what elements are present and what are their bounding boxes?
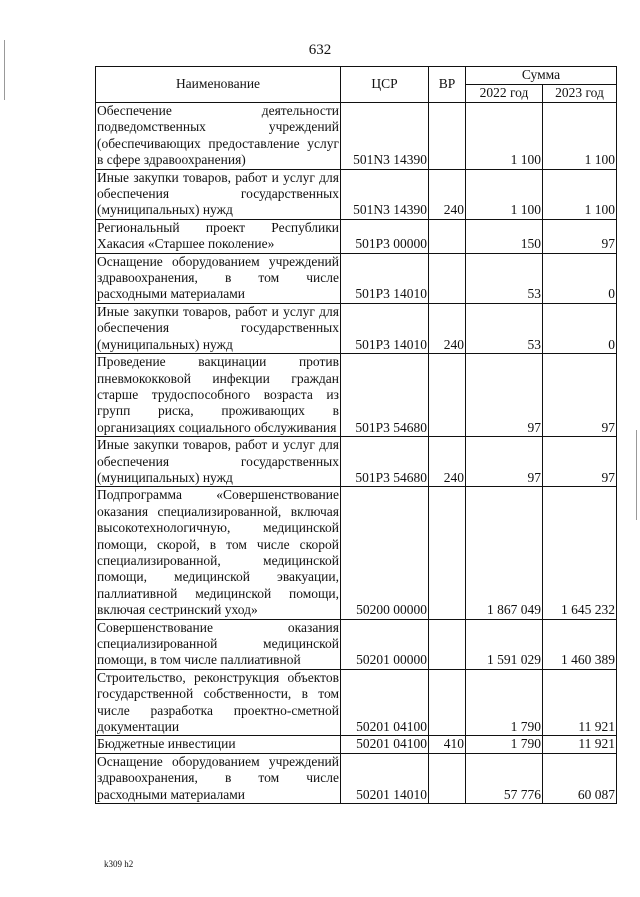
header-year-2022: 2022 год — [466, 85, 543, 103]
row-amount-2022: 1 790 — [466, 736, 543, 753]
row-name: Иные закупки товаров, работ и услуг для обеспечения государственных (муниципальных) нужд — [97, 169, 339, 218]
header-name: Наименование — [96, 67, 341, 103]
row-name: Строительство, реконструкция объектов государственной собственности, в том числе разработка проектно-сметной документации — [97, 669, 339, 735]
header-vr: ВР — [429, 67, 466, 103]
row-csr: 501P3 14010 — [341, 303, 429, 353]
row-amount-2023: 11 921 — [543, 669, 617, 736]
row-amount-2023: 1 645 232 — [543, 487, 617, 619]
row-amount-2022: 53 — [466, 253, 543, 303]
row-name: Иные закупки товаров, работ и услуг для обеспечения государственных (муниципальных) нужд — [97, 303, 339, 352]
row-amount-2023: 1 100 — [543, 103, 617, 170]
table-row — [96, 103, 617, 170]
row-amount-2022: 150 — [466, 219, 543, 253]
row-amount-2022: 1 790 — [466, 669, 543, 736]
row-name: Обеспечение деятельности подведомственных учреждений (обеспечивающих предоставление услуг в сфере здравоохранения) — [97, 103, 339, 168]
row-csr: 501P3 14010 — [341, 253, 429, 303]
row-vr — [429, 487, 466, 619]
row-vr — [429, 619, 466, 669]
footer-code: k309 h2 — [104, 859, 134, 869]
row-csr: 50201 04100 — [341, 736, 429, 753]
row-vr: 410 — [429, 736, 466, 753]
row-amount-2022: 57 776 — [466, 753, 543, 803]
row-amount-2022: 97 — [466, 437, 543, 487]
right-edge-mark — [636, 430, 637, 520]
row-csr: 501P3 54680 — [341, 354, 429, 437]
row-name: Оснащение оборудованием учреждений здравоохранения, в том числе расходными материалами — [97, 753, 339, 802]
row-amount-2023: 1 100 — [543, 169, 617, 219]
row-csr: 501P3 00000 — [341, 219, 429, 253]
table-row — [96, 619, 617, 669]
row-amount-2022: 97 — [466, 354, 543, 437]
table-row — [96, 169, 617, 219]
row-vr — [429, 253, 466, 303]
row-amount-2022: 1 867 049 — [466, 487, 543, 619]
page-number: 632 — [308, 42, 332, 58]
row-name: Оснащение оборудованием учреждений здравоохранения, в том числе расходными материалами — [97, 253, 339, 302]
row-vr: 240 — [429, 437, 466, 487]
table-row — [96, 487, 617, 619]
row-amount-2023: 97 — [543, 354, 617, 437]
row-name: Региональный проект Республики Хакасия «Старшее поколение» — [97, 219, 339, 252]
row-csr: 50201 14010 — [341, 753, 429, 803]
table-row — [96, 253, 617, 303]
row-amount-2023: 1 460 389 — [543, 619, 617, 669]
table-row — [96, 736, 617, 753]
table-row — [96, 669, 617, 736]
row-csr: 50201 04100 — [341, 669, 429, 736]
table-row — [96, 437, 617, 487]
row-amount-2023: 0 — [543, 253, 617, 303]
table-row — [96, 753, 617, 803]
row-amount-2023: 97 — [543, 219, 617, 253]
row-vr — [429, 753, 466, 803]
row-csr: 501P3 54680 — [341, 437, 429, 487]
row-vr — [429, 354, 466, 437]
row-amount-2023: 11 921 — [543, 736, 617, 753]
row-name: Подпрограмма «Совершенствование оказания специализированной, включая высокотехнологичную, медицинской помощи, скорой, в том числе скорой специализированной, медицинской помощи, медицинской эвакуации, паллиативной медицинской помощи, включая сестринский уход» — [97, 487, 339, 618]
row-amount-2022: 1 100 — [466, 103, 543, 170]
row-amount-2022: 1 100 — [466, 169, 543, 219]
row-amount-2022: 53 — [466, 303, 543, 353]
row-csr: 501N3 14390 — [341, 103, 429, 170]
header-sum: Сумма — [466, 67, 617, 85]
row-amount-2023: 97 — [543, 437, 617, 487]
table-row — [96, 219, 617, 253]
row-vr — [429, 103, 466, 170]
header-year-2023: 2023 год — [543, 85, 617, 103]
row-vr — [429, 669, 466, 736]
row-vr: 240 — [429, 169, 466, 219]
row-csr: 501N3 14390 — [341, 169, 429, 219]
row-vr — [429, 219, 466, 253]
header-csr: ЦСР — [341, 67, 429, 103]
row-amount-2022: 1 591 029 — [466, 619, 543, 669]
row-vr: 240 — [429, 303, 466, 353]
row-name: Иные закупки товаров, работ и услуг для обеспечения государственных (муниципальных) нужд — [97, 437, 339, 485]
row-amount-2023: 0 — [543, 303, 617, 353]
row-name: Бюджетные инвестиции — [96, 736, 341, 753]
row-amount-2023: 60 087 — [543, 753, 617, 803]
row-csr: 50200 00000 — [341, 487, 429, 619]
table-row — [96, 303, 617, 353]
row-name: Проведение вакцинации против пневмококковой инфекции граждан старше трудоспособного возраста из групп риска, проживающих в организациях социального обслуживания — [97, 354, 339, 435]
row-name: Совершенствование оказания специализированной медицинской помощи, в том числе паллиативной — [97, 619, 339, 668]
budget-table — [95, 66, 617, 804]
table-row — [96, 354, 617, 437]
row-csr: 50201 00000 — [341, 619, 429, 669]
left-edge-mark — [4, 40, 5, 100]
